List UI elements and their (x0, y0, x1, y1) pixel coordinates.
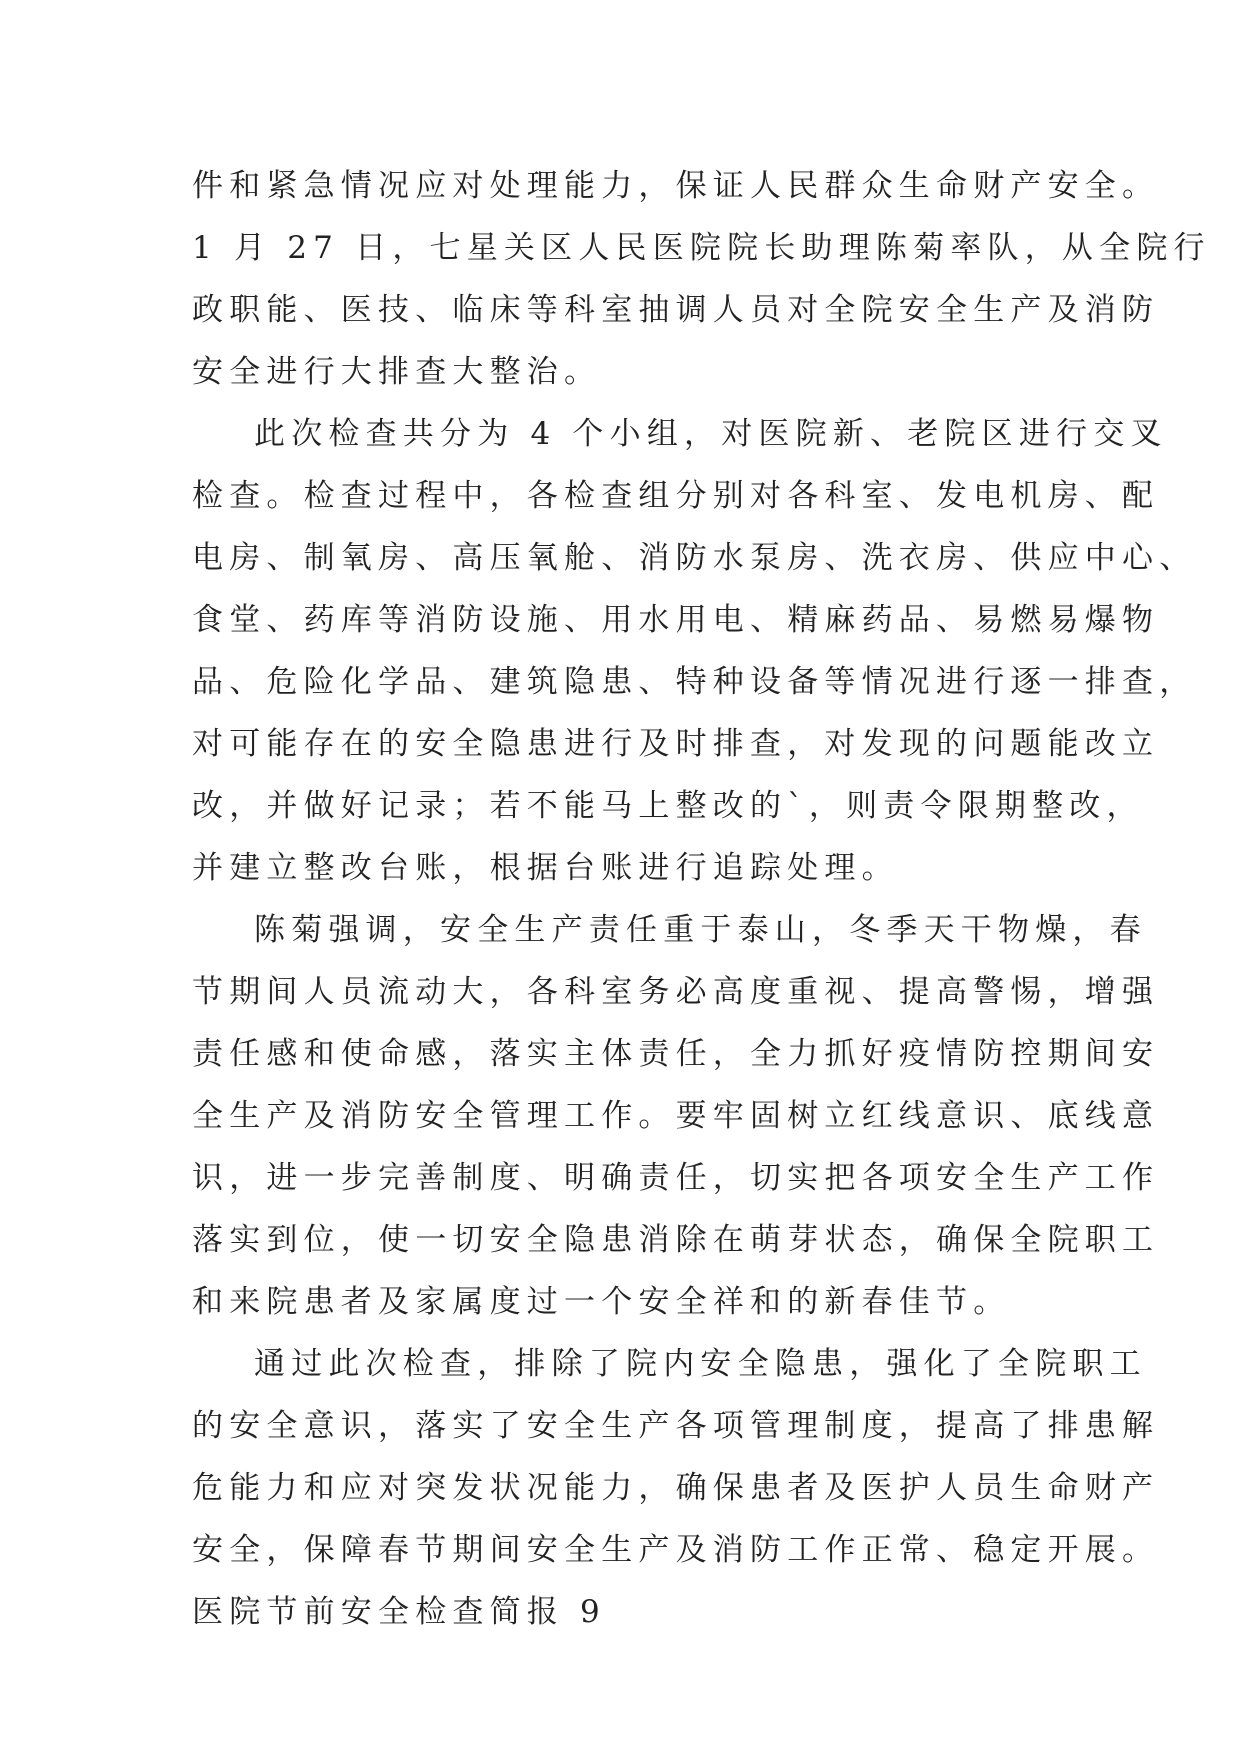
text-line: 食堂、药库等消防设施、用水用电、精麻药品、易燃易爆物 (192, 602, 1160, 638)
text-line: 和来院患者及家属度过一个安全祥和的新春佳节。 (192, 1284, 1011, 1320)
text-line: 识，进一步完善制度、明确责任，切实把各项安全生产工作 (192, 1160, 1160, 1196)
text-line: 电房、制氧房、高压氧舱、消防水泵房、洗衣房、供应中心、 (192, 540, 1197, 576)
text-line: 落实到位，使一切安全隐患消除在萌芽状态，确保全院职工 (192, 1222, 1160, 1258)
paragraph-start-line: 通过此次检查，排除了院内安全隐患，强化了全院职工 (254, 1346, 1147, 1382)
text-line: 责任感和使命感，落实主体责任，全力抓好疫情防控期间安 (192, 1036, 1160, 1072)
section-title: 医院节前安全检查简报 9 (192, 1594, 606, 1630)
text-line: 件和紧急情况应对处理能力，保证人民群众生命财产安全。 (192, 168, 1160, 204)
text-line: 改，并做好记录；若不能马上整改的`，则责令限期整改， (192, 788, 1144, 824)
text-line: 全生产及消防安全管理工作。要牢固树立红线意识、底线意 (192, 1098, 1160, 1134)
text-line: 的安全意识，落实了安全生产各项管理制度，提高了排患解 (192, 1408, 1160, 1444)
text-line: 节期间人员流动大，各科室务必高度重视、提高警惕，增强 (192, 974, 1160, 1010)
paragraph-start-line: 陈菊强调，安全生产责任重于泰山，冬季天干物燥，春 (254, 912, 1147, 948)
text-line: 危能力和应对突发状况能力，确保患者及医护人员生命财产 (192, 1470, 1160, 1506)
text-line: 政职能、医技、临床等科室抽调人员对全院安全生产及消防 (192, 292, 1160, 328)
text-line: 品、危险化学品、建筑隐患、特种设备等情况进行逐一排查， (192, 664, 1197, 700)
text-line: 1 月 27 日，七星关区人民医院院长助理陈菊率队，从全院行 (192, 230, 1211, 266)
paragraph-start-line: 此次检查共分为 4 个小组，对医院新、老院区进行交叉 (254, 416, 1168, 452)
text-line: 安全，保障春节期间安全生产及消防工作正常、稳定开展。 (192, 1532, 1160, 1568)
text-line: 检查。检查过程中，各检查组分别对各科室、发电机房、配 (192, 478, 1160, 514)
text-line: 安全进行大排查大整治。 (192, 354, 602, 390)
text-line: 对可能存在的安全隐患进行及时排查，对发现的问题能改立 (192, 726, 1160, 762)
text-line: 并建立整改台账，根据台账进行追踪处理。 (192, 850, 899, 886)
